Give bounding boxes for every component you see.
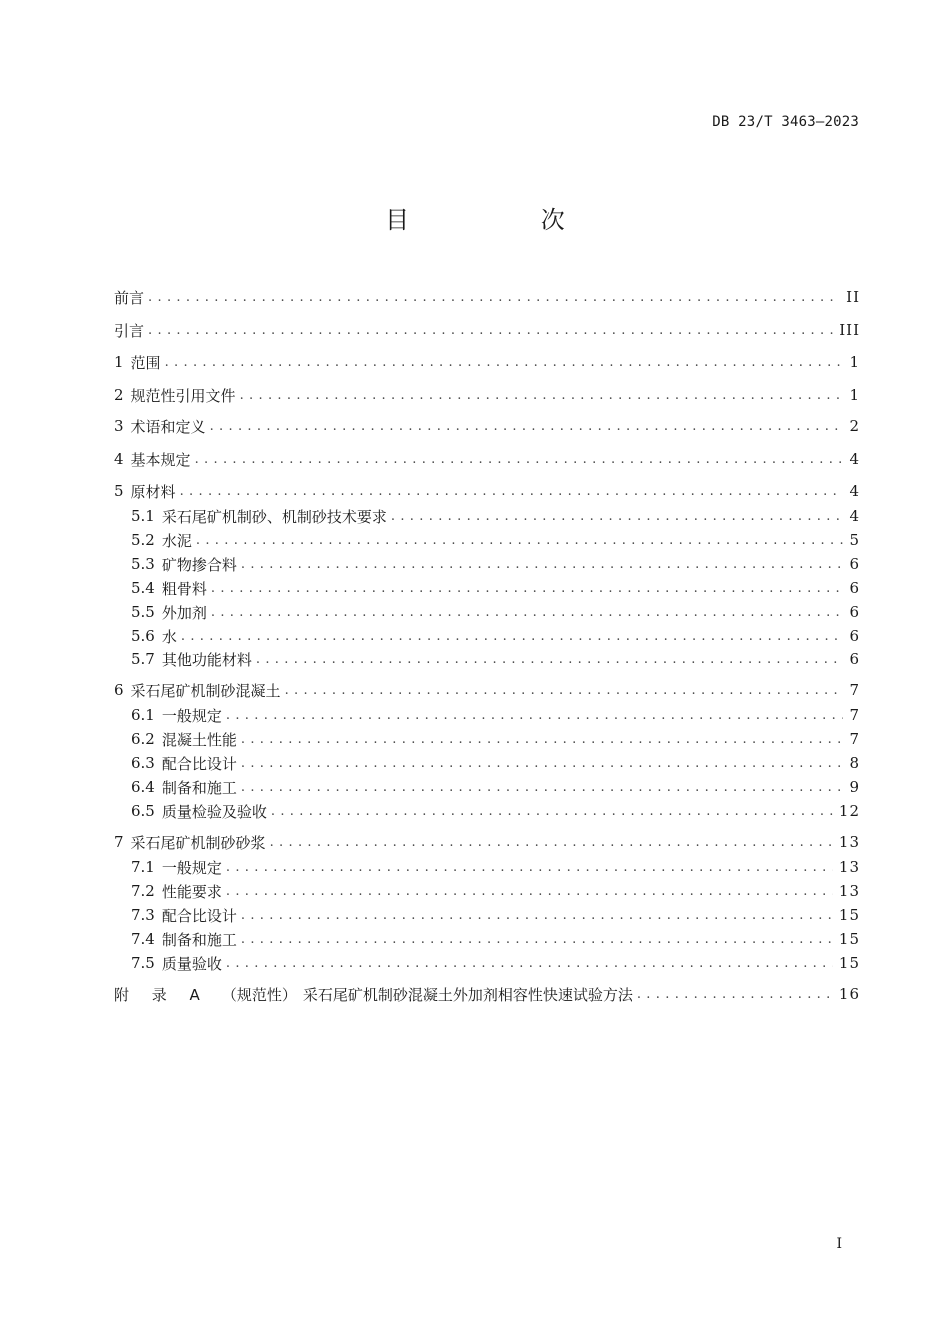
toc-entry-number: 7.3 — [131, 906, 155, 924]
toc-entry-page: II — [846, 288, 860, 306]
toc-entry-number: 5.5 — [131, 603, 155, 621]
dot-leader — [241, 932, 833, 947]
dot-leader — [196, 533, 844, 548]
toc-entry[interactable] — [131, 776, 860, 798]
toc-entry-page: 6 — [849, 627, 860, 645]
toc-entry-page: 13 — [838, 882, 860, 900]
toc-entry-page: 15 — [838, 930, 860, 948]
toc-entry-page: 4 — [849, 450, 860, 468]
toc-entry-page: 6 — [849, 603, 860, 621]
toc-entry[interactable] — [131, 704, 860, 726]
toc-entry[interactable] — [114, 351, 860, 373]
dot-leader — [241, 557, 844, 572]
toc-entry[interactable] — [131, 952, 860, 974]
toc-entry[interactable] — [114, 415, 860, 437]
appendix-label: 采石尾矿机制砂混凝土外加剂相容性快速试验方法 — [302, 985, 633, 1004]
dot-leader — [211, 605, 844, 620]
dot-leader — [241, 732, 844, 747]
dot-leader — [180, 484, 844, 499]
page-number: I — [836, 1236, 842, 1252]
dot-leader — [226, 956, 833, 971]
toc-entry-page: 6 — [849, 579, 860, 597]
dot-leader — [256, 652, 844, 667]
toc-entry-label: 粗骨料 — [161, 579, 207, 598]
toc-entry-page: 1 — [849, 386, 860, 404]
dot-leader — [240, 388, 844, 403]
toc-entry-label: 水 — [161, 627, 177, 646]
dot-leader — [211, 581, 844, 596]
toc-entry-label: 术语和定义 — [130, 417, 206, 436]
toc-entry[interactable] — [131, 648, 860, 670]
toc-entry[interactable] — [131, 856, 860, 878]
toc-entry-page: 8 — [849, 754, 860, 772]
toc-entry-page: 12 — [838, 802, 860, 820]
appendix-head: 附 录 A — [114, 985, 200, 1004]
toc-entry-label: 质量验收 — [161, 954, 222, 973]
dot-leader — [637, 987, 833, 1002]
toc-entry-number: 7.4 — [131, 930, 155, 948]
toc-entry-label: 一般规定 — [161, 706, 222, 725]
dot-leader — [195, 452, 844, 467]
toc-entry[interactable] — [131, 880, 860, 902]
toc-entry-label: 制备和施工 — [161, 930, 237, 949]
toc-entry-page: 1 — [849, 353, 860, 371]
toc-entry-number: 5.4 — [131, 579, 155, 597]
toc-entry[interactable] — [114, 319, 860, 341]
toc-entry-page: 15 — [838, 954, 860, 972]
toc-entry-number: 7.1 — [131, 858, 155, 876]
toc-entry-label: 范围 — [130, 353, 161, 372]
toc-entry-page: 7 — [849, 706, 860, 724]
toc-entry[interactable] — [131, 625, 860, 647]
toc-entry[interactable] — [131, 800, 860, 822]
dot-leader — [148, 323, 833, 338]
toc-entry-label: 前言 — [114, 288, 145, 307]
dot-leader — [241, 908, 833, 923]
toc-entry[interactable] — [131, 577, 860, 599]
toc-entry-number: 6.4 — [131, 778, 155, 796]
dot-leader — [271, 804, 833, 819]
toc-entry-page: 4 — [849, 482, 860, 500]
toc-entry-label: 一般规定 — [161, 858, 222, 877]
toc-entry-number: 5.7 — [131, 650, 155, 668]
appendix-page: 16 — [838, 985, 860, 1003]
toc-entry-page: 6 — [849, 555, 860, 573]
toc-entry-page: 5 — [849, 531, 860, 549]
toc-entry-page: 13 — [838, 833, 860, 851]
toc-entry-label: 其他功能材料 — [161, 650, 252, 669]
appendix-type: （规范性） — [221, 985, 297, 1004]
toc-entry[interactable] — [131, 553, 860, 575]
toc-entry-number: 6.3 — [131, 754, 155, 772]
toc-entry-number: 6.5 — [131, 802, 155, 820]
page-title: 目 次 — [385, 206, 627, 234]
toc-entry-label: 采石尾矿机制砂砂浆 — [130, 833, 266, 852]
toc-entry-label: 采石尾矿机制砂、机制砂技术要求 — [161, 507, 387, 526]
toc-entry-label: 混凝土性能 — [161, 730, 237, 749]
toc-entry-page: III — [839, 321, 860, 339]
toc-entry-label: 规范性引用文件 — [130, 386, 236, 405]
toc-entry-number: 5 — [114, 482, 124, 500]
toc-entry-number: 5.6 — [131, 627, 155, 645]
dot-leader — [226, 708, 844, 723]
toc-entry-label: 配合比设计 — [161, 906, 237, 925]
toc-entry-number: 6.2 — [131, 730, 155, 748]
toc-entry[interactable] — [114, 384, 860, 406]
dot-leader — [210, 419, 844, 434]
toc-entry-page: 13 — [838, 858, 860, 876]
toc-entry[interactable] — [131, 505, 860, 527]
dot-leader — [148, 290, 840, 305]
toc-entry[interactable] — [114, 286, 860, 308]
toc-entry-number: 3 — [114, 417, 124, 435]
toc-entry-page: 15 — [838, 906, 860, 924]
toc-entry-number: 5.2 — [131, 531, 155, 549]
toc-entry-number: 4 — [114, 450, 124, 468]
dot-leader — [285, 683, 844, 698]
toc-entry-page: 7 — [849, 730, 860, 748]
toc-entry[interactable] — [131, 728, 860, 750]
toc-entry-label: 配合比设计 — [161, 754, 237, 773]
toc-entry-number: 7 — [114, 833, 124, 851]
toc-entry-number: 6 — [114, 681, 124, 699]
toc-entry[interactable] — [114, 679, 860, 701]
toc-entry[interactable] — [131, 904, 860, 926]
toc-entry-page: 9 — [849, 778, 860, 796]
dot-leader — [165, 355, 844, 370]
toc-entry-number: 2 — [114, 386, 124, 404]
toc-entry-page: 6 — [849, 650, 860, 668]
toc-entry-page: 7 — [849, 681, 860, 699]
toc-entry[interactable] — [131, 752, 860, 774]
dot-leader — [181, 629, 844, 644]
toc-entry-label: 水泥 — [161, 531, 192, 550]
toc-entry-label: 外加剂 — [161, 603, 207, 622]
toc-entry[interactable] — [114, 831, 860, 853]
dot-leader — [391, 509, 844, 524]
toc-entry[interactable] — [114, 480, 860, 502]
toc-entry-number: 7.5 — [131, 954, 155, 972]
dot-leader — [226, 860, 833, 875]
toc-entry-page: 2 — [849, 417, 860, 435]
dot-leader — [241, 780, 844, 795]
toc-entry-label: 性能要求 — [161, 882, 222, 901]
toc-entry-label: 原材料 — [130, 482, 176, 501]
toc-entry-label: 矿物掺合料 — [161, 555, 237, 574]
toc-entry[interactable] — [114, 448, 860, 470]
toc-entry-number: 5.1 — [131, 507, 155, 525]
toc-entry[interactable] — [131, 601, 860, 623]
toc-entry-page: 4 — [849, 507, 860, 525]
toc-entry-appendix[interactable] — [114, 983, 860, 1005]
dot-leader — [226, 884, 833, 899]
toc-entry[interactable] — [131, 928, 860, 950]
document-code: DB 23/T 3463—2023 — [712, 114, 859, 130]
toc-entry-label: 引言 — [114, 321, 145, 340]
toc-entry-label: 制备和施工 — [161, 778, 237, 797]
toc-entry-number: 7.2 — [131, 882, 155, 900]
toc-entry-number: 5.3 — [131, 555, 155, 573]
toc-entry-label: 质量检验及验收 — [161, 802, 267, 821]
toc-entry-number: 6.1 — [131, 706, 155, 724]
toc-entry-number: 1 — [114, 353, 124, 371]
dot-leader — [241, 756, 844, 771]
toc-entry-label: 基本规定 — [130, 450, 191, 469]
toc-entry-label: 采石尾矿机制砂混凝土 — [130, 681, 281, 700]
dot-leader — [270, 835, 833, 850]
toc-entry[interactable] — [131, 529, 860, 551]
